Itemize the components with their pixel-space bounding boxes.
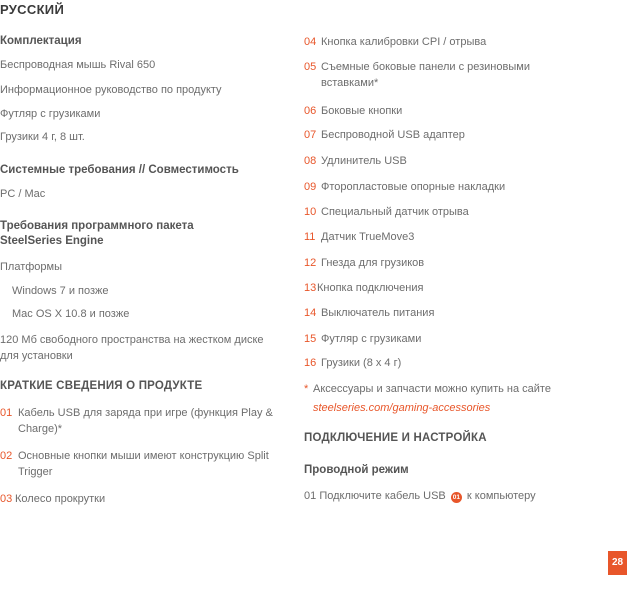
step-number: 01 [304, 490, 317, 502]
overview-item-12 [304, 255, 604, 271]
callout-01-icon: 01 [452, 494, 460, 501]
item-text: Съемные боковые панели с резиновыми вставками* [321, 61, 530, 89]
step-text: Подключите кабель USB [319, 490, 446, 502]
step-text-end: к компьютеру [466, 490, 536, 502]
page-number: 28 [608, 551, 627, 575]
contents-item: Информационное руководство по продукту [0, 84, 222, 96]
sysreq-heading: Системные требования // Совместимость [0, 164, 239, 176]
software-heading-line2: SteelSeries Engine [0, 235, 104, 247]
contents-item: Грузики 4 г, 8 шт. [0, 131, 85, 143]
overview-item-11 [304, 229, 604, 245]
language-title: РУССКИЙ [0, 2, 65, 17]
contents-heading: Комплектация [0, 35, 82, 47]
sysreq-value: PC / Mac [0, 188, 46, 200]
item-text: Колесо прокрутки [15, 493, 106, 505]
overview-item-02 [0, 448, 285, 480]
item-number: 08 [304, 155, 317, 167]
overview-item-16 [304, 355, 604, 371]
platforms-label: Платформы [0, 261, 62, 273]
item-number: 05 [304, 61, 317, 73]
item-number: 07 [304, 129, 317, 141]
item-text: Специальный датчик отрыва [321, 206, 469, 218]
contents-item: Футляр с грузиками [0, 108, 101, 120]
accessories-link[interactable]: steelseries.com/gaming-accessories [313, 402, 491, 414]
overview-item-13 [304, 280, 604, 296]
platform-item: Mac OS X 10.8 и позже [12, 308, 130, 320]
item-text: Кнопка подключения [317, 282, 424, 294]
accessories-footnote [304, 381, 604, 397]
item-text: Гнезда для грузиков [321, 257, 425, 269]
item-number: 02 [0, 450, 13, 462]
overview-item-14 [304, 305, 604, 321]
item-text: Основные кнопки мыши имеют конструкцию Split Trigger [18, 450, 269, 478]
item-number: 04 [304, 36, 317, 48]
overview-item-09 [304, 179, 604, 195]
footnote-text: Аксессуары и запчасти можно купить на сайте [313, 383, 551, 395]
item-number: 03 [0, 493, 13, 505]
item-number: 11 [304, 231, 316, 243]
item-number: 14 [304, 307, 317, 319]
overview-item-10 [304, 204, 604, 220]
overview-item-04 [304, 34, 604, 50]
item-text: Беспроводной USB адаптер [321, 129, 465, 141]
item-number: 12 [304, 257, 317, 269]
item-text: Кабель USB для заряда при игре (функция Play & Charge)* [18, 407, 273, 435]
overview-item-06 [304, 103, 604, 119]
overview-item-07 [304, 127, 604, 143]
item-text: Грузики (8 x 4 г) [321, 357, 402, 369]
item-text: Боковые кнопки [321, 105, 403, 117]
footnote-star: * [304, 383, 309, 395]
overview-heading: КРАТКИЕ СВЕДЕНИЯ О ПРОДУКТЕ [0, 380, 203, 392]
setup-heading: ПОДКЛЮЧЕНИЕ И НАСТРОЙКА [304, 432, 487, 444]
item-number: 15 [304, 333, 317, 345]
item-number: 06 [304, 105, 317, 117]
wired-mode-heading: Проводной режим [304, 464, 409, 476]
disk-space-requirement: 120 Мб свободного пространства на жестком диске для установки [0, 334, 264, 362]
overview-item-15 [304, 331, 604, 347]
item-number: 09 [304, 181, 317, 193]
overview-item-05 [304, 59, 569, 91]
item-text: Выключатель питания [321, 307, 435, 319]
overview-item-01 [0, 405, 285, 437]
item-text: Футляр с грузиками [321, 333, 422, 345]
item-text: Датчик TrueMove3 [321, 231, 415, 243]
overview-item-03 [0, 491, 285, 507]
software-heading-line1: Требования программного пакета [0, 220, 194, 232]
item-text: Фторопластовые опорные накладки [321, 181, 506, 193]
item-number: 01 [0, 407, 13, 419]
platform-item: Windows 7 и позже [12, 285, 109, 297]
contents-item: Беспроводная мышь Rival 650 [0, 59, 156, 71]
overview-item-08 [304, 153, 604, 169]
item-text: Кнопка калибровки CPI / отрыва [321, 36, 487, 48]
item-number: 13 [304, 282, 317, 294]
item-number: 10 [304, 206, 317, 218]
item-text: Удлинитель USB [321, 155, 407, 167]
setup-step-01 [304, 488, 536, 504]
item-number: 16 [304, 357, 317, 369]
